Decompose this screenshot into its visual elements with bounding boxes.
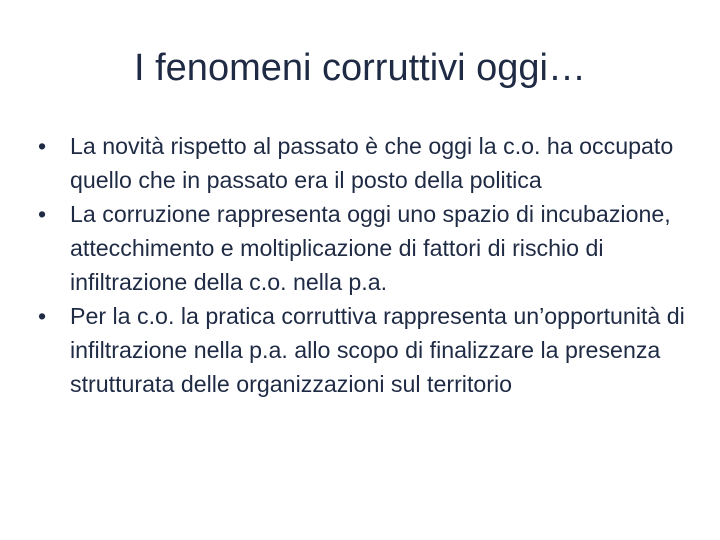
bullet-text: La novità rispetto al passato è che oggi la c.o. ha occupato quello che in passato era il posto della politica — [70, 133, 674, 193]
bullet-item — [36, 129, 696, 197]
bullet-icon: • — [37, 133, 47, 159]
slide-title: I fenomeni corruttivi oggi… — [134, 47, 586, 89]
bullet-text: La corruzione rappresenta oggi uno spazio di incubazione, attecchimento e moltiplicazione di fattori di rischio di infiltrazione della c.o. nella p.a. — [70, 201, 671, 295]
bullet-list — [36, 129, 696, 401]
bullet-text: Per la c.o. la pratica corruttiva rappresenta un’opportunità di infiltrazione nella p.a. allo scopo di finalizzare la presenza strutturata delle organizzazioni sul territorio — [70, 303, 685, 397]
bullet-item — [36, 299, 696, 401]
bullet-icon: • — [37, 303, 47, 329]
bullet-icon: • — [37, 201, 47, 227]
bullet-item — [36, 197, 696, 299]
